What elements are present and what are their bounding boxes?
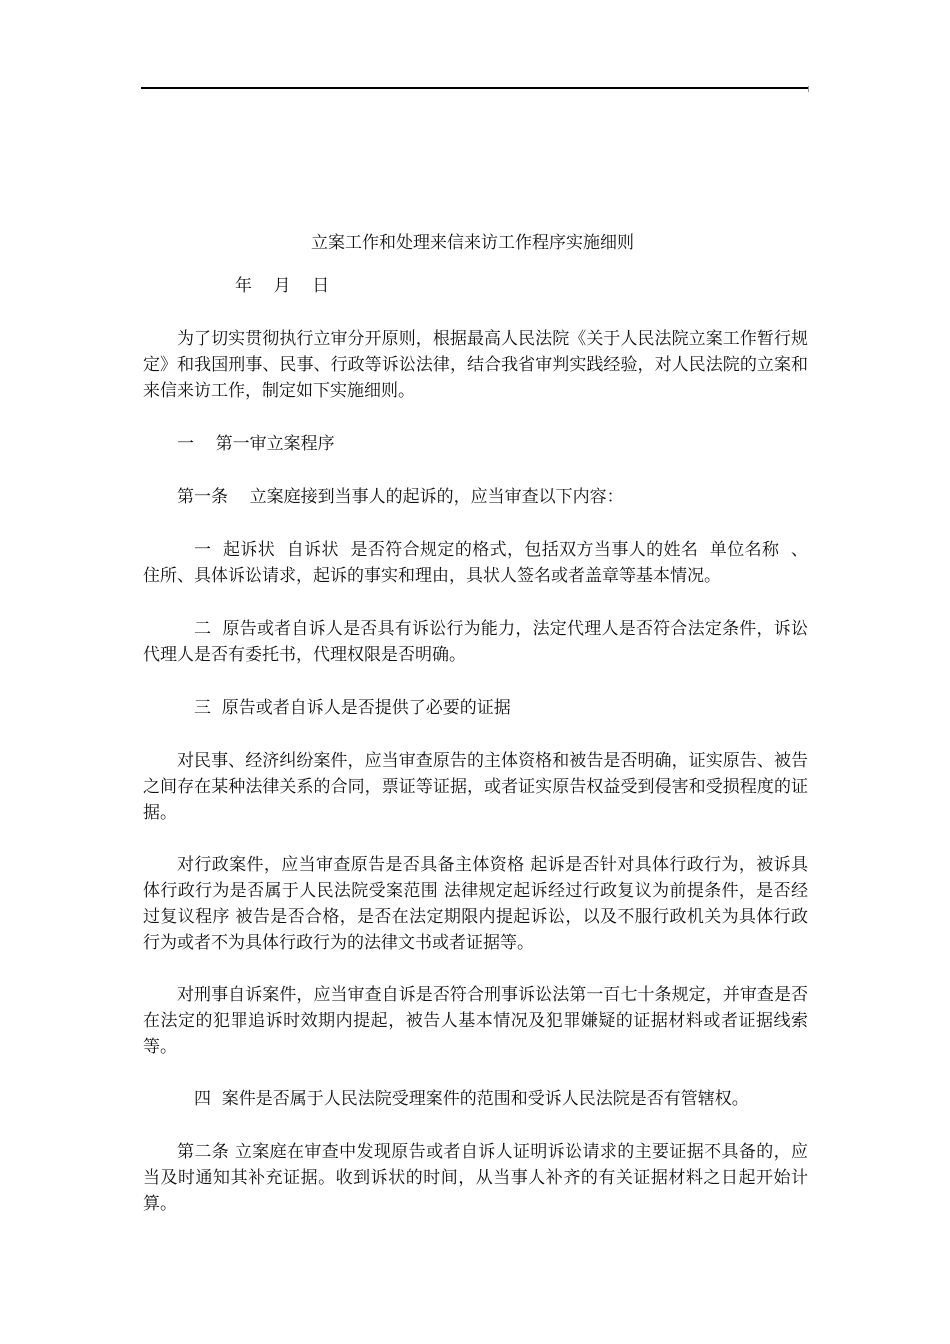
document-title: 立案工作和处理来信来访工作程序实施细则 xyxy=(311,233,634,253)
item-three-evidence: 三 原告或者自诉人是否提供了必要的证据 xyxy=(194,698,511,718)
item-one-complaint-format: 一 起诉状 自诉状 是否符合规定的格式，包括双方当事人的姓名 单位名称 、住所、具体诉讼请求，起诉的事实和理由，具状人签名或者盖章等基本情况。 xyxy=(143,540,808,586)
article-two: 第二条 立案庭在审查中发现原告或者自诉人证明诉讼请求的主要证据不具备的，应当及时通知其补充证据。收到诉状的时间，从当事人补齐的有关证据材料之日起开始计算。 xyxy=(143,1142,808,1214)
article-one: 第一条 立案庭接到当事人的起诉的，应当审查以下内容： xyxy=(177,487,624,507)
section-heading-first-instance: 一 第一审立案程序 xyxy=(177,434,335,454)
date-line: 年 月 日 xyxy=(235,276,330,296)
header-rule-tick xyxy=(808,86,809,92)
document-body xyxy=(143,230,808,1243)
civil-cases-paragraph: 对民事、经济纠纷案件，应当审查原告的主体资格和被告是否明确，证实原告、被告之间存在某种法律关系的合同，票证等证据，或者证实原告权益受到侵害和受损程度的证据。 xyxy=(143,751,808,823)
item-two-capacity: 二 原告或者自诉人是否具有诉讼行为能力，法定代理人是否符合法定条件，诉讼代理人是否有委托书，代理权限是否明确。 xyxy=(143,619,808,665)
intro-paragraph: 为了切实贯彻执行立审分开原则，根据最高人民法院《关于人民法院立案工作暂行规定》和我国刑事、民事、行政等诉讼法律，结合我省审判实践经验，对人民法院的立案和来信来访工作，制定如下实施细则。 xyxy=(143,329,808,401)
administrative-cases-paragraph: 对行政案件，应当审查原告是否具备主体资格 起诉是否针对具体行政行为，被诉具体行政行为是否属于人民法院受案范围 法律规定起诉经过行政复议为前提条件，是否经过复议程序 被告是否合格，是否在法定期限内提起诉讼，以及不服行政机关为具体行政行为或者不为具体行政行为的法律文书或者证据等。 xyxy=(143,855,808,953)
item-four-jurisdiction: 四 案件是否属于人民法院受理案件的范围和受诉人民法院是否有管辖权。 xyxy=(194,1089,749,1109)
criminal-cases-paragraph: 对刑事自诉案件，应当审查自诉是否符合刑事诉讼法第一百七十条规定，并审查是否在法定的犯罪追诉时效期内提起，被告人基本情况及犯罪嫌疑的证据材料或者证据线索等。 xyxy=(143,985,808,1057)
header-rule xyxy=(141,87,809,89)
